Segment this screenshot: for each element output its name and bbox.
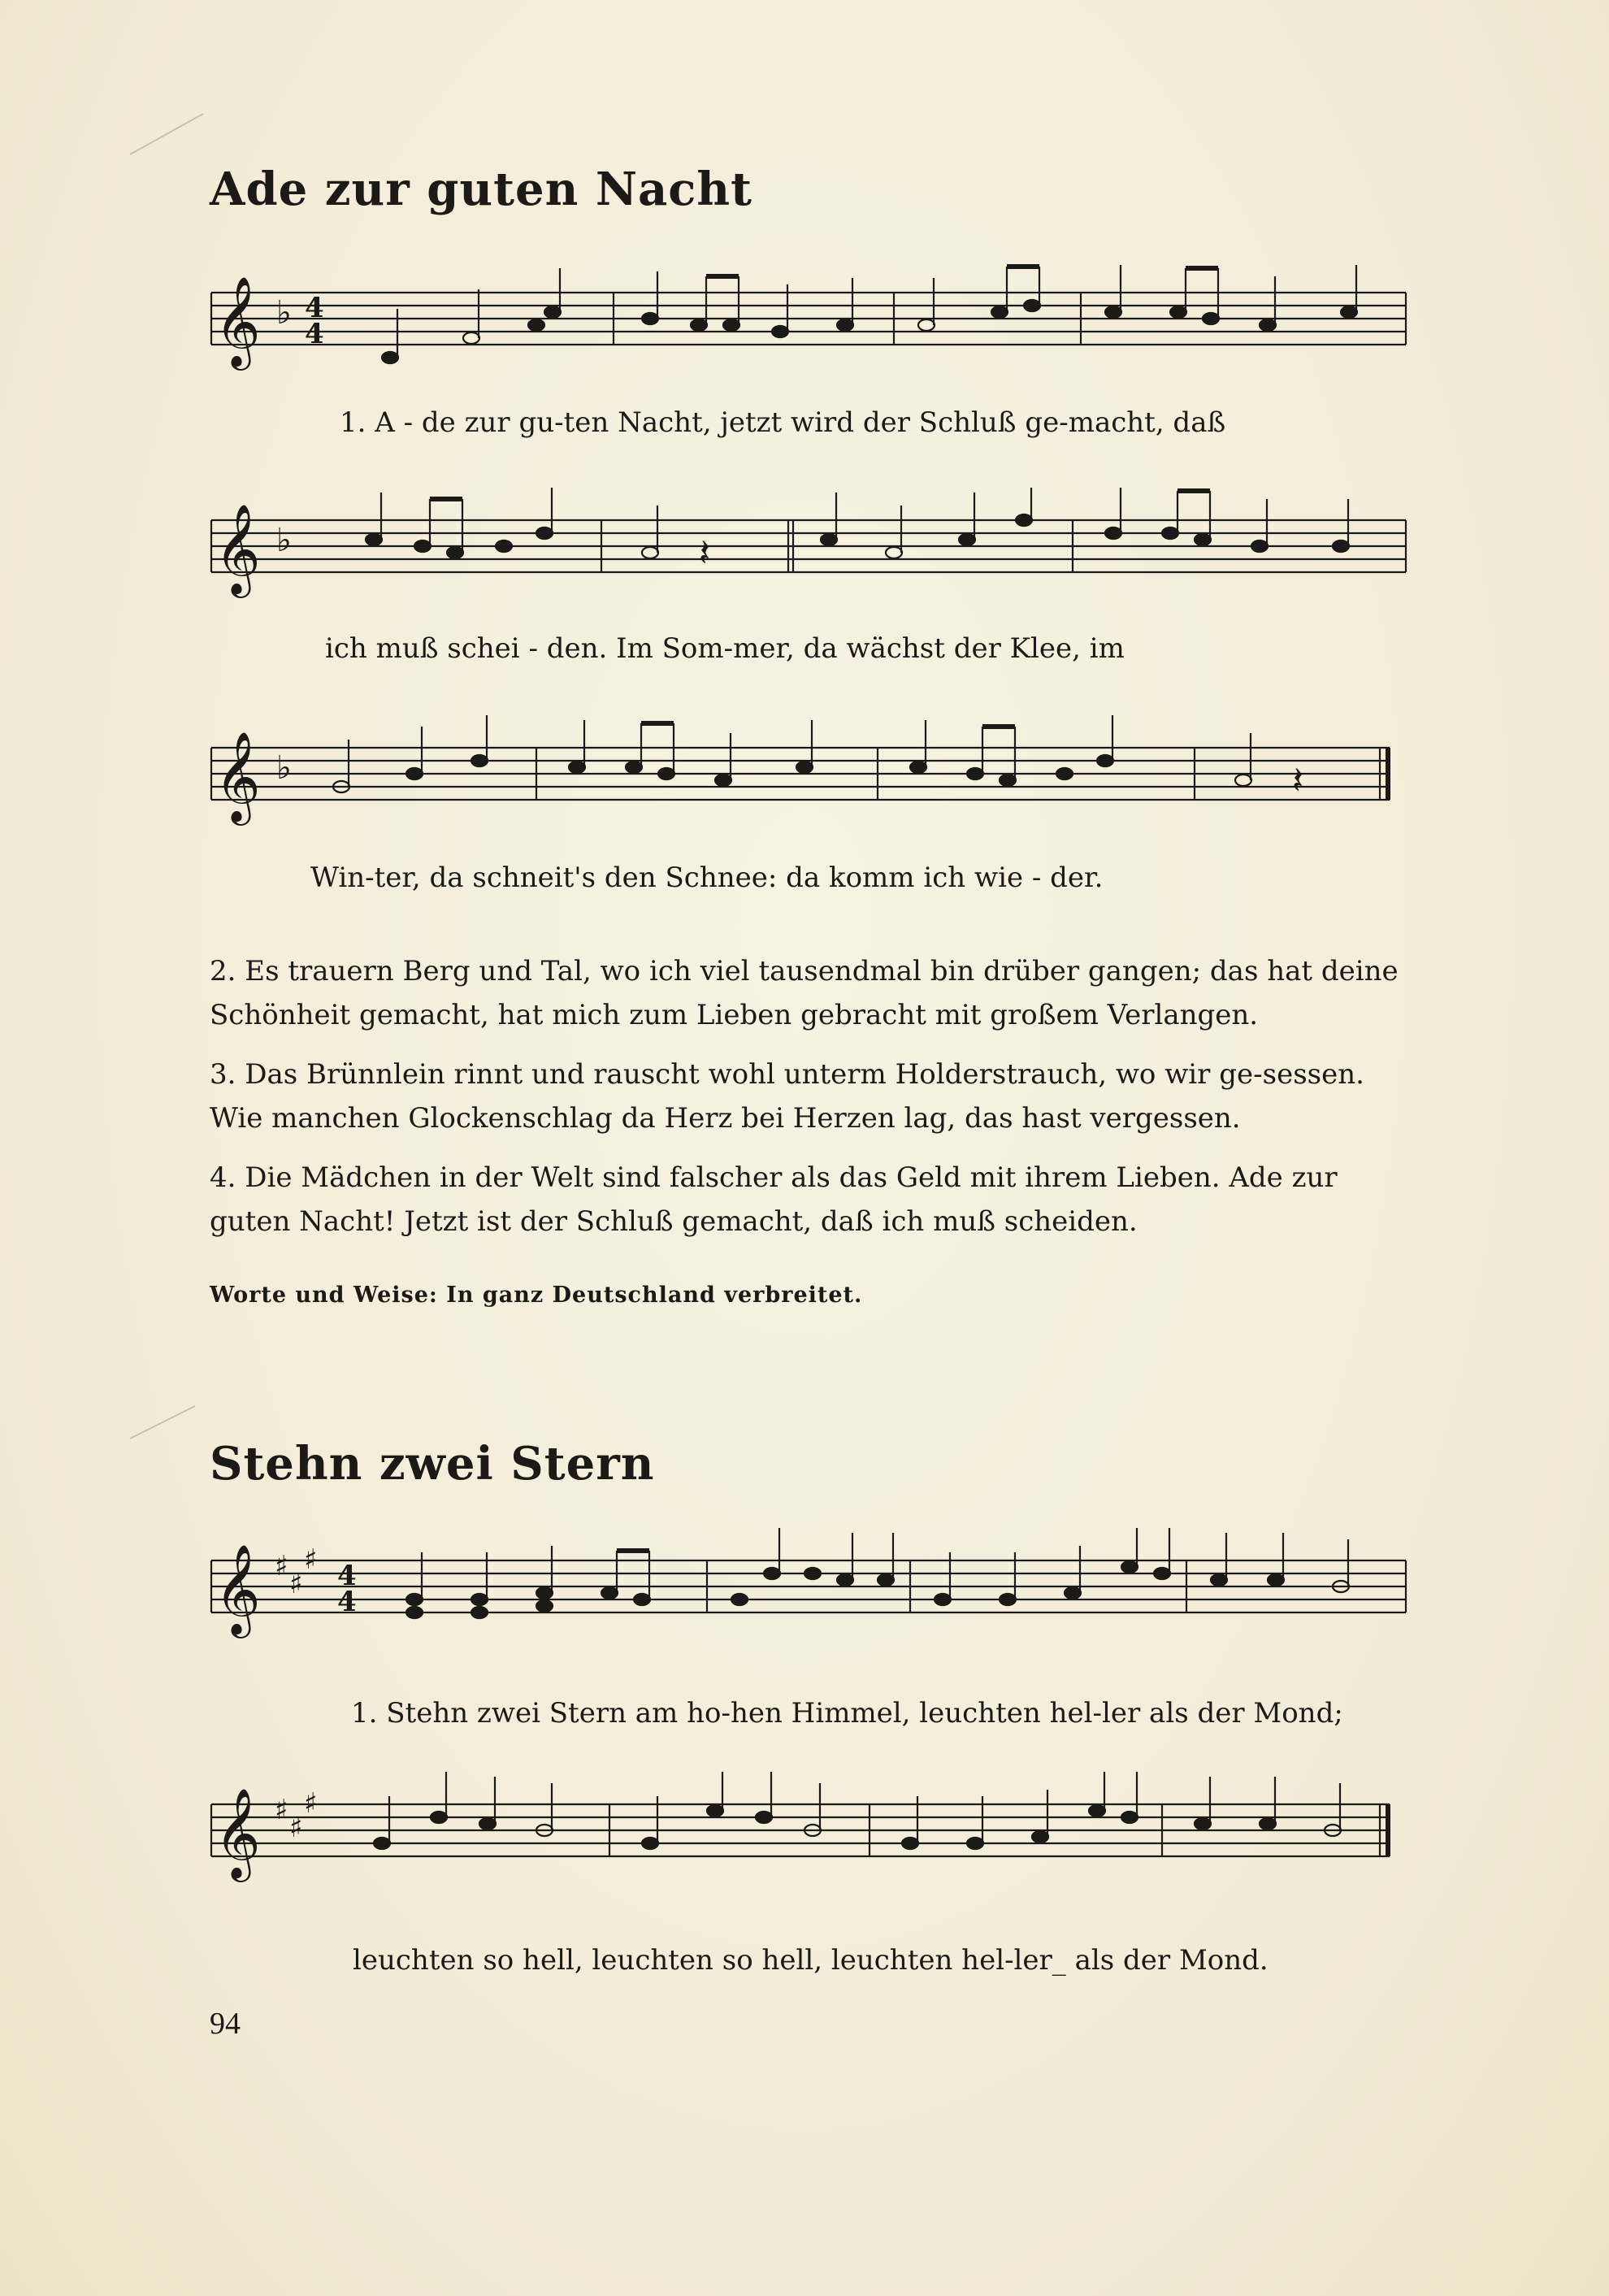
lyric-line-1: 1. A - de zur gu-ten Nacht, jetzt wird der Schluß ge-macht, daß xyxy=(340,406,1226,439)
svg-text:♭: ♭ xyxy=(276,294,292,332)
lyric-line-3: Win-ter, da schneit's den Schnee: da komm ich wie - der. xyxy=(310,862,1104,894)
svg-text:𝄽: 𝄽 xyxy=(699,531,711,575)
song-title-ade: Ade zur guten Nacht xyxy=(210,163,752,216)
verse-3: 3. Das Brünnlein rinnt und rauscht wohl unterm Holderstrauch, wo wir ge-sessen. Wie manchen Glockenschlag da Herz bei Herzen lag, das hast vergessen. xyxy=(210,1058,1364,1135)
svg-text:♭: ♭ xyxy=(276,749,292,787)
svg-text:4: 4 xyxy=(337,1586,357,1618)
lyric-line-4: 1. Stehn zwei Stern am ho-hen Himmel, leuchten hel-ler als der Mond; xyxy=(351,1697,1343,1730)
verse-2: 2. Es trauern Berg und Tal, wo ich viel tausendmal bin drüber gangen; das hat deine Schönheit gemacht, hat mich zum Lieben gebracht mit großem Verlangen. xyxy=(210,955,1399,1031)
song-title-stehn: Stehn zwei Stern xyxy=(210,1437,655,1491)
svg-text:𝄽: 𝄽 xyxy=(1292,758,1304,802)
music-staff-5 xyxy=(195,1772,1414,1902)
svg-text:♯: ♯ xyxy=(304,1543,318,1576)
svg-text:♯: ♯ xyxy=(289,1812,303,1844)
svg-text:4: 4 xyxy=(337,1560,357,1592)
music-staff-1 xyxy=(195,260,1414,382)
svg-text:4: 4 xyxy=(305,318,324,350)
music-staff-2 xyxy=(195,488,1414,610)
pencil-mark-1 xyxy=(122,106,219,163)
svg-text:♯: ♯ xyxy=(304,1787,318,1820)
music-staff-3 xyxy=(195,715,1414,837)
lyric-line-5: leuchten so hell, leuchten so hell, leuchten hel-ler_ als der Mond. xyxy=(353,1944,1269,1977)
pencil-mark-2 xyxy=(122,1398,219,1447)
svg-text:♯: ♯ xyxy=(289,1568,303,1600)
svg-text:♭: ♭ xyxy=(276,522,292,559)
svg-text:♯: ♯ xyxy=(275,1550,288,1582)
svg-text:𝄞: 𝄞 xyxy=(215,503,261,594)
page-number: 94 xyxy=(210,2007,241,2041)
svg-text:4: 4 xyxy=(305,292,324,324)
song-credit: Worte und Weise: In ganz Deutschland verbreitet. xyxy=(210,1283,863,1308)
svg-text:𝄞: 𝄞 xyxy=(215,276,261,367)
svg-text:♯: ♯ xyxy=(275,1794,288,1826)
svg-text:𝄞: 𝄞 xyxy=(215,1543,261,1634)
music-staff-4 xyxy=(195,1528,1414,1658)
svg-text:𝄞: 𝄞 xyxy=(215,1787,261,1878)
lyric-line-2: ich muß schei - den. Im Som-mer, da wächst der Klee, im xyxy=(325,632,1125,665)
verse-4: 4. Die Mädchen in der Welt sind falscher als das Geld mit ihrem Lieben. Ade zur guten Nacht! Jetzt ist der Schluß gemacht, daß ich muß scheiden. xyxy=(210,1161,1338,1238)
svg-text:𝄞: 𝄞 xyxy=(215,731,261,822)
